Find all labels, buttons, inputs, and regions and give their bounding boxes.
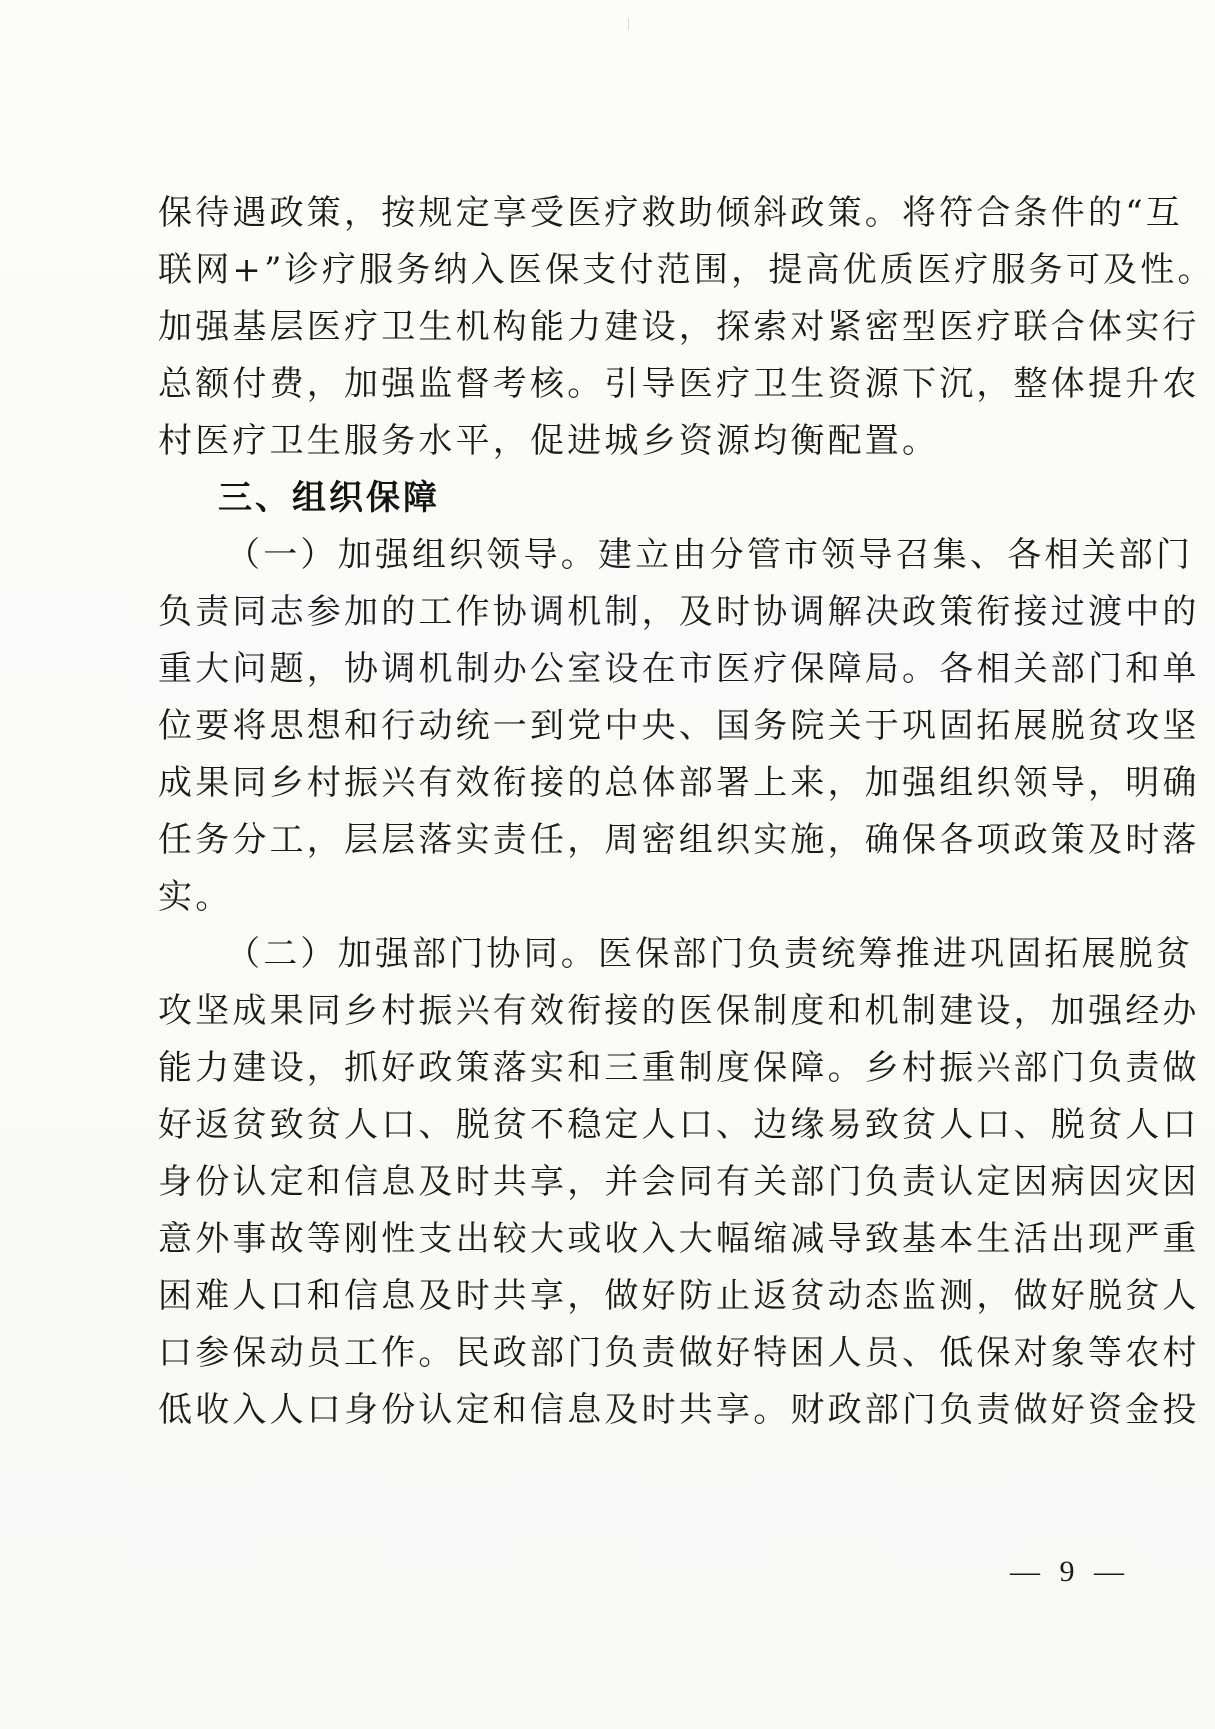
scan-mark bbox=[628, 18, 629, 30]
body-line: 低收入人口身份认定和信息及时共享。财政部门负责做好资金投 bbox=[158, 1390, 1200, 1430]
body-line: 困难人口和信息及时共享，做好防止返贫动态监测，做好脱贫人 bbox=[158, 1276, 1200, 1316]
body-line: 位要将思想和行动统一到党中央、国务院关于巩固拓展脱贫攻坚 bbox=[158, 706, 1200, 746]
body-line: 意外事故等刚性支出较大或收入大幅缩减导致基本生活出现严重 bbox=[158, 1219, 1200, 1259]
body-line: 村医疗卫生服务水平，促进城乡资源均衡配置。 bbox=[158, 421, 940, 461]
body-line: 任务分工，层层落实责任，周密组织实施，确保各项政策及时落 bbox=[158, 820, 1200, 860]
body-line: 能力建设，抓好政策落实和三重制度保障。乡村振兴部门负责做 bbox=[158, 1048, 1200, 1088]
body-line: 成果同乡村振兴有效衔接的总体部署上来，加强组织领导，明确 bbox=[158, 763, 1200, 803]
body-line: 总额付费，加强监督考核。引导医疗卫生资源下沉，整体提升农 bbox=[158, 364, 1200, 404]
paragraph-first-line: （二）加强部门协同。医保部门负责统筹推进巩固拓展脱贫 bbox=[226, 934, 1194, 974]
body-line: 负责同志参加的工作协调机制，及时协调解决政策衔接过渡中的 bbox=[158, 592, 1200, 632]
body-line: 保待遇政策，按规定享受医疗救助倾斜政策。将符合条件的“互 bbox=[158, 193, 1183, 233]
body-line: 好返贫致贫人口、脱贫不稳定人口、边缘易致贫人口、脱贫人口 bbox=[158, 1105, 1200, 1145]
body-line: 联网+”诊疗服务纳入医保支付范围，提高优质医疗服务可及性。 bbox=[158, 250, 1215, 290]
body-line: 身份认定和信息及时共享，并会同有关部门负责认定因病因灾因 bbox=[158, 1162, 1200, 1202]
paragraph-first-line: （一）加强组织领导。建立由分管市领导召集、各相关部门 bbox=[226, 535, 1194, 575]
body-line: 实。 bbox=[158, 877, 233, 917]
body-line: 攻坚成果同乡村振兴有效衔接的医保制度和机制建设，加强经办 bbox=[158, 991, 1200, 1031]
page-number: — 9 — bbox=[1010, 1555, 1130, 1588]
body-line: 口参保动员工作。民政部门负责做好特困人员、低保对象等农村 bbox=[158, 1333, 1200, 1373]
body-line: 重大问题，协调机制办公室设在市医疗保障局。各相关部门和单 bbox=[158, 649, 1200, 689]
body-line: 加强基层医疗卫生机构能力建设，探索对紧密型医疗联合体实行 bbox=[158, 307, 1200, 347]
section-heading: 三、组织保障 bbox=[218, 478, 440, 518]
